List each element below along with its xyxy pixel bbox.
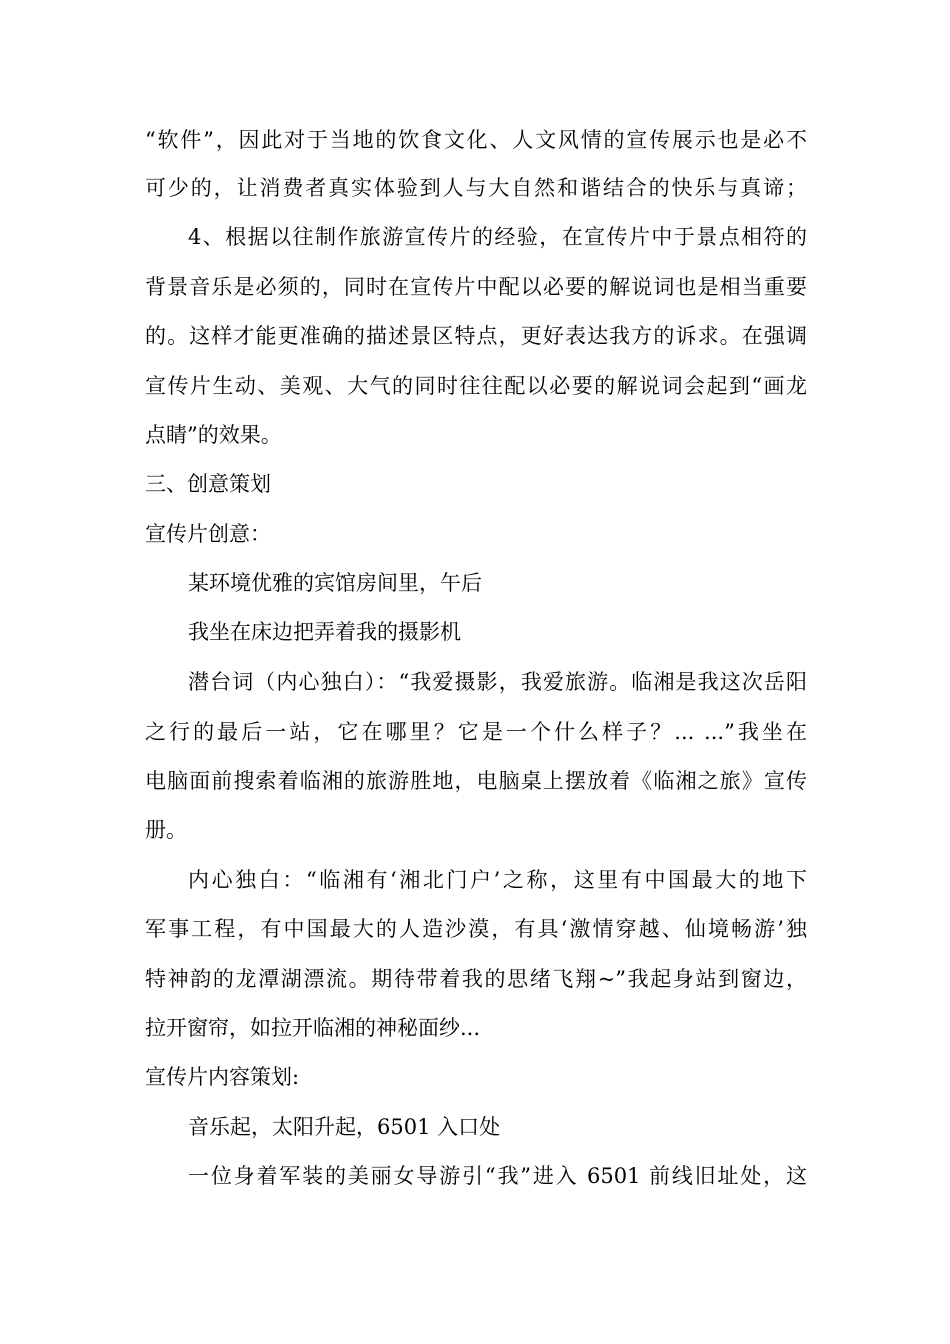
subheading: 宣传片创意： xyxy=(145,522,271,546)
paragraph-line: 宣传片生动、美观、大气的同时往往配以必要的解说词会起到“画龙 xyxy=(145,374,807,398)
paragraph-line: “软件”，因此对于当地的饮食文化、人文风情的宣传展示也是必不 xyxy=(145,128,807,152)
paragraph-line: 音乐起，太阳升起，6501 入口处 xyxy=(188,1115,501,1139)
paragraph-line: 某环境优雅的宾馆房间里，午后 xyxy=(188,571,482,595)
paragraph-line: 特神韵的龙潭湖漂流。期待带着我的思绪飞翔~”我起身站到窗边， xyxy=(145,967,807,991)
section-heading: 三、创意策划 xyxy=(145,472,271,496)
paragraph-line: 拉开窗帘，如拉开临湘的神秘面纱... xyxy=(145,1016,481,1040)
paragraph-line: 内心独白：“临湘有‘湘北门户’之称，这里有中国最大的地下 xyxy=(188,868,807,892)
subheading: 宣传片内容策划: xyxy=(145,1065,300,1089)
paragraph-line: 4、根据以往制作旅游宣传片的经验，在宣传片中于景点相符的 xyxy=(188,225,807,249)
paragraph-line: 电脑面前搜索着临湘的旅游胜地，电脑桌上摆放着《临湘之旅》宣传 xyxy=(145,769,807,793)
paragraph-line: 册。 xyxy=(145,818,187,842)
paragraph-line: 背景音乐是必须的，同时在宣传片中配以必要的解说词也是相当重要 xyxy=(145,275,807,299)
paragraph-line: 潜台词（内心独白）：“我爱摄影，我爱旅游。临湘是我这次岳阳 xyxy=(188,670,807,694)
paragraph-line: 之行的最后一站，它在哪里？它是一个什么样子？... ...”我坐在 xyxy=(145,720,807,744)
paragraph-line: 一位身着军装的美丽女导游引“我”进入 6501 前线旧址处，这 xyxy=(188,1164,807,1188)
paragraph-line: 军事工程，有中国最大的人造沙漠，有具‘激情穿越、仙境畅游’独 xyxy=(145,917,807,941)
paragraph-line: 可少的，让消费者真实体验到人与大自然和谐结合的快乐与真谛； xyxy=(145,176,807,200)
paragraph-line: 的。这样才能更准确的描述景区特点，更好表达我方的诉求。在强调 xyxy=(145,324,807,348)
paragraph-line: 点睛”的效果。 xyxy=(145,423,282,447)
paragraph-line: 我坐在床边把弄着我的摄影机 xyxy=(188,620,461,644)
